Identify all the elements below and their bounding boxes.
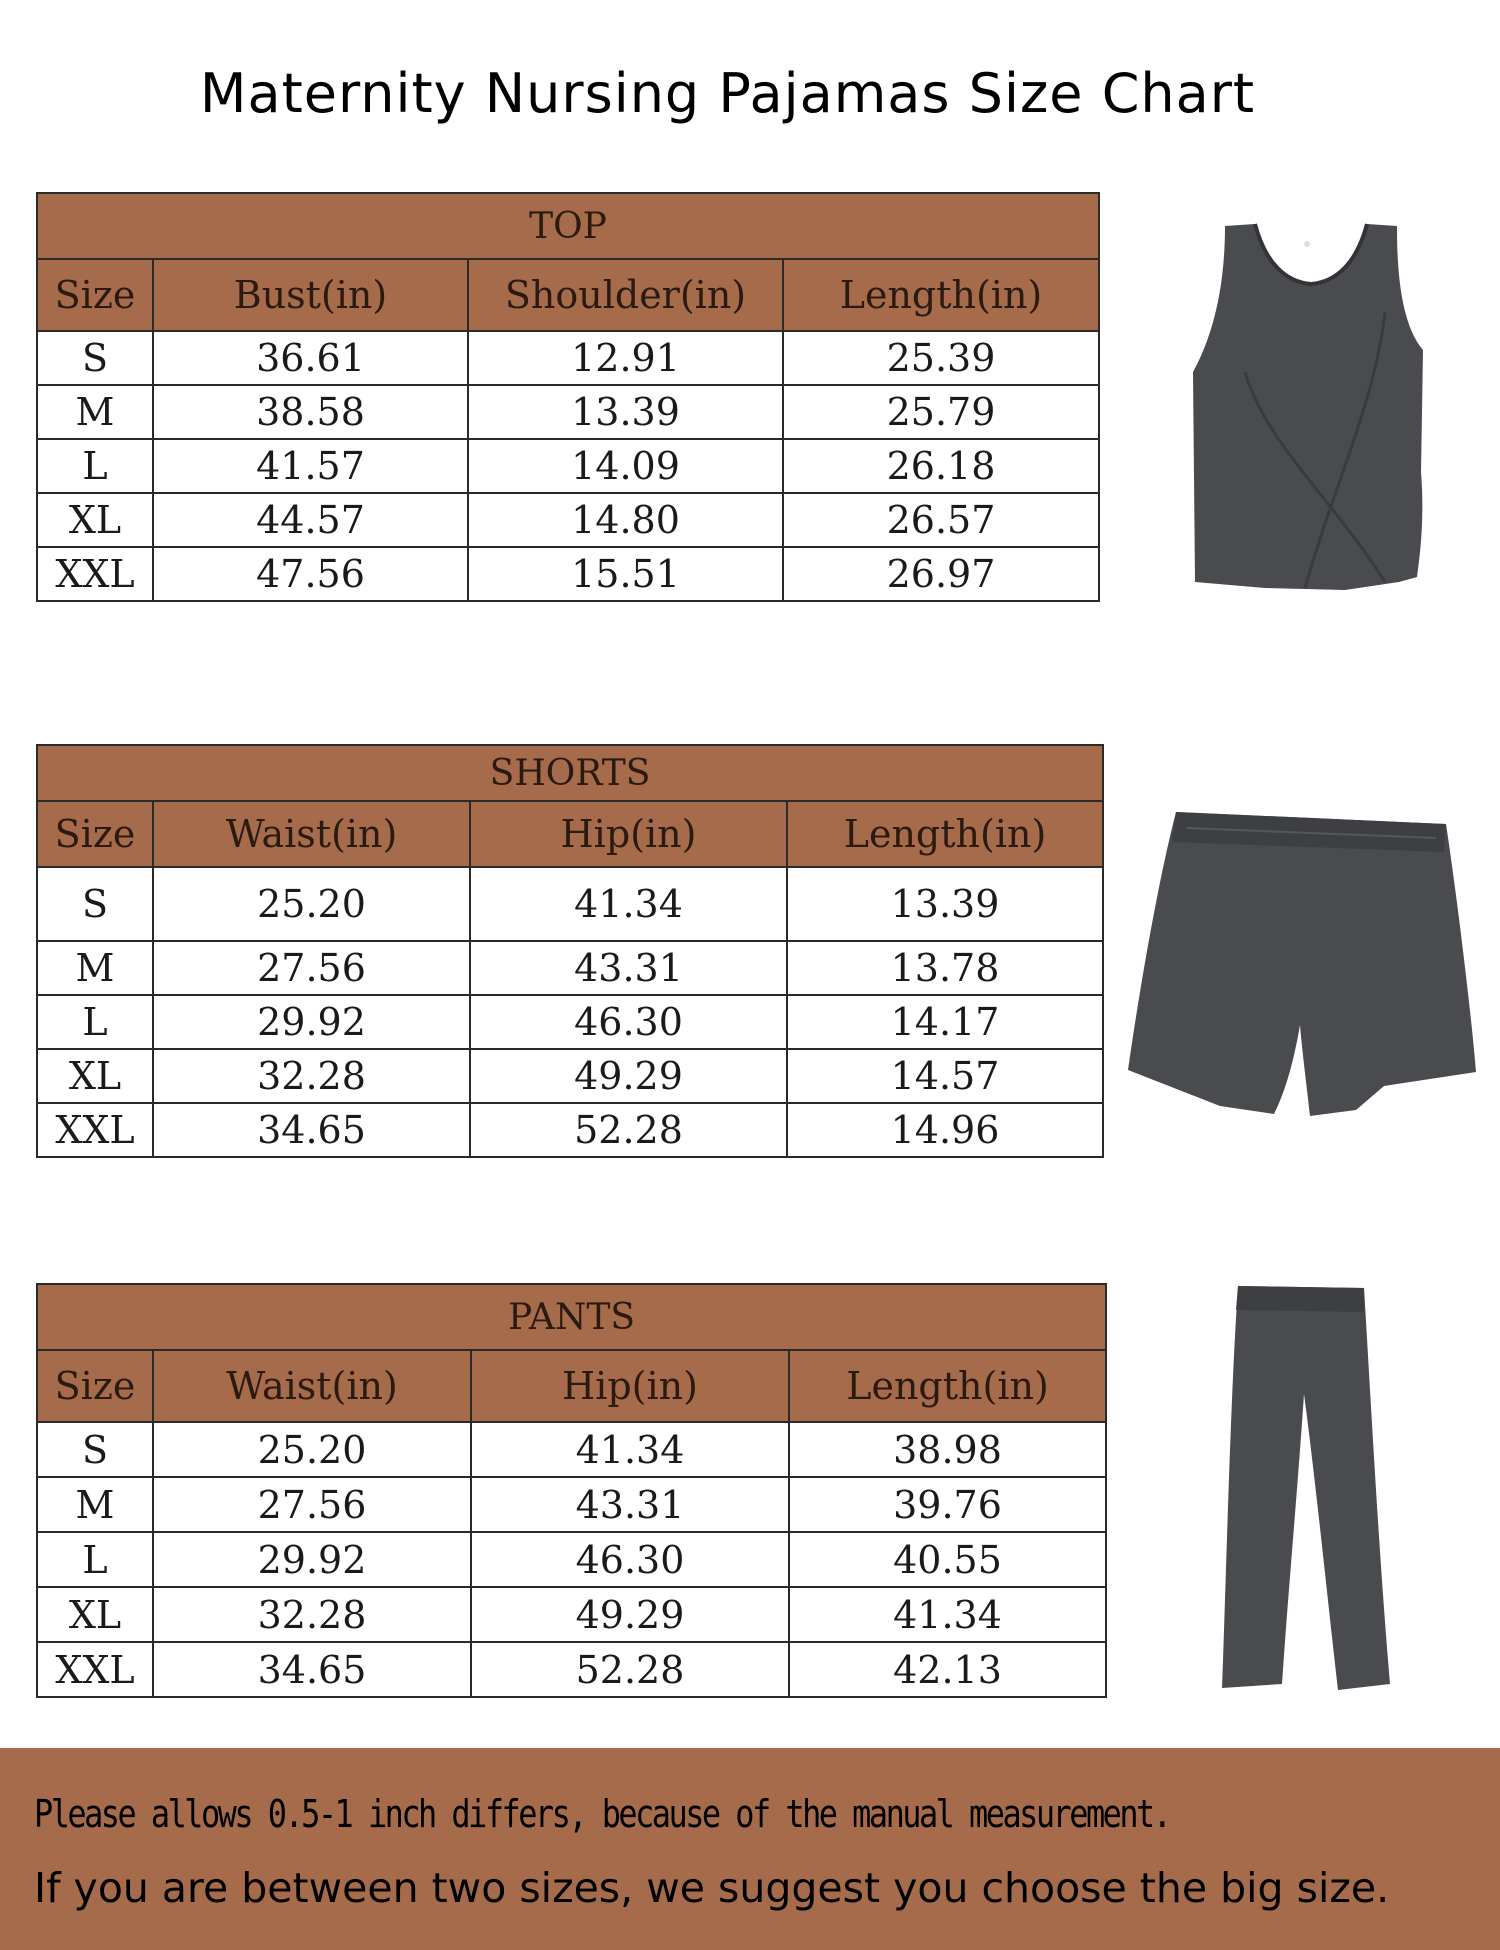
table-title: SHORTS: [37, 745, 1103, 801]
table-cell: L: [37, 995, 153, 1049]
table-cell: 13.78: [787, 941, 1103, 995]
column-header: Size: [37, 801, 153, 867]
page-title: Maternity Nursing Pajamas Size Chart: [199, 62, 1256, 125]
pants-icon: [1218, 1284, 1394, 1694]
column-header: Hip(in): [470, 801, 787, 867]
table-cell: XL: [37, 1049, 153, 1103]
table-cell: 39.76: [789, 1477, 1106, 1532]
column-header: Length(in): [783, 259, 1099, 331]
table-cell: 13.39: [468, 385, 783, 439]
column-header: Size: [37, 1350, 153, 1422]
table-cell: 41.34: [470, 867, 787, 941]
table-cell: 25.79: [783, 385, 1099, 439]
shorts-icon: [1126, 810, 1478, 1120]
table-cell: 14.09: [468, 439, 783, 493]
table-cell: 25.20: [153, 1422, 471, 1477]
table-row: [37, 1049, 1103, 1103]
table-title: TOP: [37, 193, 1099, 259]
table-cell: 43.31: [470, 941, 787, 995]
table-cell: M: [37, 1477, 153, 1532]
column-header: Bust(in): [153, 259, 468, 331]
table-row: [37, 995, 1103, 1049]
table-row: [37, 331, 1099, 385]
table-row: [37, 1587, 1106, 1642]
table-row: [37, 493, 1099, 547]
table-cell: 46.30: [470, 995, 787, 1049]
table-cell: 41.34: [471, 1422, 789, 1477]
table-cell: 32.28: [153, 1049, 470, 1103]
table-cell: 26.18: [783, 439, 1099, 493]
table-cell: 25.39: [783, 331, 1099, 385]
table-cell: 44.57: [153, 493, 468, 547]
table-cell: 49.29: [470, 1049, 787, 1103]
table-cell: 27.56: [153, 1477, 471, 1532]
table-row: [37, 547, 1099, 601]
shorts-size-table: [36, 744, 1104, 1158]
table-cell: S: [37, 331, 153, 385]
table-row: [37, 385, 1099, 439]
table-cell: 13.39: [787, 867, 1103, 941]
table-cell: 36.61: [153, 331, 468, 385]
table-cell: 52.28: [470, 1103, 787, 1157]
table-cell: 46.30: [471, 1532, 789, 1587]
table-cell: 29.92: [153, 1532, 471, 1587]
table-cell: XXL: [37, 547, 153, 601]
tank-top-icon: [1185, 222, 1437, 594]
table-cell: 38.58: [153, 385, 468, 439]
table-cell: 43.31: [471, 1477, 789, 1532]
table-cell: 34.65: [153, 1103, 470, 1157]
table-cell: 14.96: [787, 1103, 1103, 1157]
column-header: Waist(in): [153, 1350, 471, 1422]
table-row: [37, 1642, 1106, 1697]
table-cell: XXL: [37, 1103, 153, 1157]
table-cell: 47.56: [153, 547, 468, 601]
table-cell: 29.92: [153, 995, 470, 1049]
table-row: [37, 867, 1103, 941]
table-cell: M: [37, 385, 153, 439]
pants-size-table: [36, 1283, 1107, 1698]
table-cell: M: [37, 941, 153, 995]
table-cell: 52.28: [471, 1642, 789, 1697]
top-size-table: [36, 192, 1100, 602]
table-cell: S: [37, 1422, 153, 1477]
measurement-note: Please allows 0.5-1 inch differs, because of the manual measurement.: [34, 1792, 1170, 1836]
footer-banner: [0, 1748, 1500, 1950]
table-cell: 40.55: [789, 1532, 1106, 1587]
column-header: Size: [37, 259, 153, 331]
table-cell: 34.65: [153, 1642, 471, 1697]
table-row: [37, 1532, 1106, 1587]
table-cell: 14.80: [468, 493, 783, 547]
table-cell: 12.91: [468, 331, 783, 385]
column-header: Hip(in): [471, 1350, 789, 1422]
table-cell: L: [37, 439, 153, 493]
column-header: Length(in): [787, 801, 1103, 867]
table-cell: 26.97: [783, 547, 1099, 601]
table-cell: 32.28: [153, 1587, 471, 1642]
table-cell: 27.56: [153, 941, 470, 995]
table-cell: 26.57: [783, 493, 1099, 547]
table-cell: 41.57: [153, 439, 468, 493]
table-cell: XXL: [37, 1642, 153, 1697]
table-row: [37, 1477, 1106, 1532]
table-cell: XL: [37, 1587, 153, 1642]
table-cell: 14.57: [787, 1049, 1103, 1103]
table-cell: 41.34: [789, 1587, 1106, 1642]
table-title: PANTS: [37, 1284, 1106, 1350]
table-row: [37, 439, 1099, 493]
table-cell: XL: [37, 493, 153, 547]
table-cell: 42.13: [789, 1642, 1106, 1697]
table-row: [37, 941, 1103, 995]
table-cell: S: [37, 867, 153, 941]
table-row: [37, 1422, 1106, 1477]
column-header: Shoulder(in): [468, 259, 783, 331]
table-row: [37, 1103, 1103, 1157]
table-cell: 15.51: [468, 547, 783, 601]
column-header: Length(in): [789, 1350, 1106, 1422]
table-cell: 25.20: [153, 867, 470, 941]
table-cell: 38.98: [789, 1422, 1106, 1477]
table-cell: 14.17: [787, 995, 1103, 1049]
size-suggestion-note: If you are between two sizes, we suggest you choose the big size.: [34, 1864, 1390, 1912]
column-header: Waist(in): [153, 801, 470, 867]
table-cell: 49.29: [471, 1587, 789, 1642]
table-cell: L: [37, 1532, 153, 1587]
